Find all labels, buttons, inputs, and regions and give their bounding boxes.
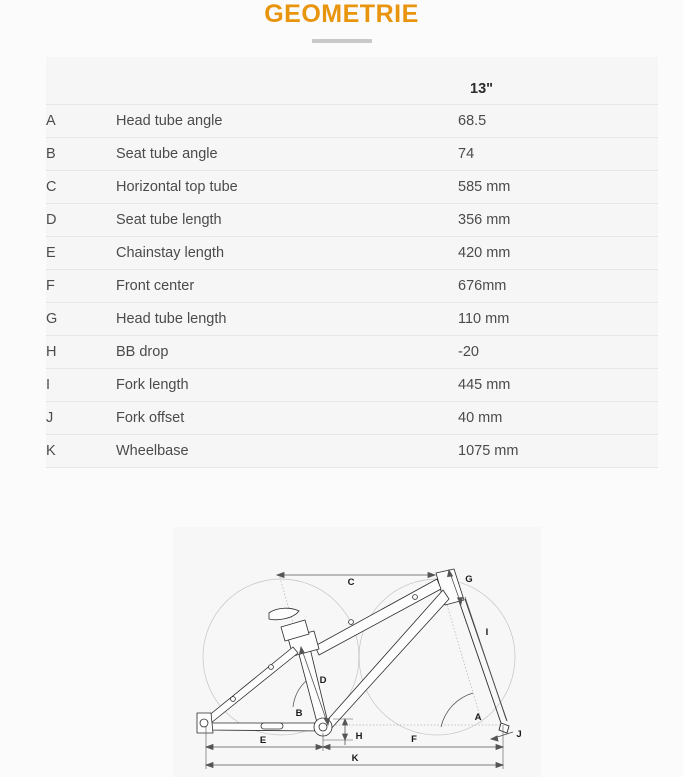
- row-letter: J: [46, 410, 54, 426]
- table-row: [46, 369, 658, 402]
- table-row: [46, 303, 658, 336]
- row-letter: G: [46, 311, 58, 327]
- column-header-size: 13": [470, 81, 494, 97]
- row-description: Chainstay length: [116, 245, 225, 261]
- row-letter: A: [46, 113, 56, 129]
- table-row: [46, 402, 658, 435]
- dim-label-f: F: [411, 734, 417, 745]
- row-letter: B: [46, 146, 56, 162]
- row-value: 74: [458, 146, 475, 162]
- table-header-row: [46, 57, 658, 105]
- geometry-table-card: [46, 57, 658, 468]
- row-value: 40 mm: [458, 410, 503, 426]
- dim-label-j: J: [516, 729, 522, 740]
- saddle: [269, 608, 299, 620]
- row-description: Fork offset: [116, 410, 185, 426]
- dim-label-d: D: [319, 675, 327, 686]
- row-letter: D: [46, 212, 57, 228]
- row-value: 445 mm: [458, 377, 511, 393]
- dim-label-a: A: [474, 712, 482, 723]
- row-letter: F: [46, 278, 55, 294]
- row-value: 1075 mm: [458, 443, 519, 459]
- row-value: 356 mm: [458, 212, 511, 228]
- title-divider: [312, 39, 372, 43]
- dim-label-g: G: [465, 574, 473, 585]
- geometry-table: [46, 57, 658, 468]
- dim-label-i: I: [485, 627, 489, 638]
- wheel-arcs: [203, 579, 515, 735]
- table-row: [46, 435, 658, 468]
- row-description: Wheelbase: [116, 443, 189, 459]
- table-row: [46, 105, 658, 138]
- dim-label-k: K: [351, 753, 359, 764]
- table-row: [46, 237, 658, 270]
- table-header: [46, 57, 658, 105]
- table-row: [46, 138, 658, 171]
- row-letter: K: [46, 443, 56, 459]
- table-body: [46, 105, 658, 468]
- table-row: [46, 270, 658, 303]
- row-letter: C: [46, 179, 57, 195]
- fork: [459, 599, 509, 733]
- row-description: Horizontal top tube: [116, 179, 238, 195]
- row-description: Head tube length: [116, 311, 227, 327]
- dim-label-b: B: [295, 708, 303, 719]
- table-row: [46, 336, 658, 369]
- row-letter: E: [46, 245, 56, 261]
- frame-tubes: [197, 569, 464, 736]
- row-value: 68.5: [458, 113, 487, 129]
- dim-label-c: C: [347, 577, 355, 588]
- page-title: GEOMETRIE: [264, 0, 419, 28]
- row-description: Seat tube angle: [116, 146, 218, 162]
- dim-label-h: H: [355, 731, 363, 742]
- title-divider-wrap: [0, 39, 683, 43]
- dim-label-e: E: [259, 735, 267, 746]
- row-value: 676mm: [458, 278, 507, 294]
- row-description: Front center: [116, 278, 195, 294]
- row-description: Seat tube length: [116, 212, 222, 228]
- row-value: 585 mm: [458, 179, 511, 195]
- row-letter: I: [46, 377, 51, 393]
- column-header-description: [116, 57, 458, 105]
- row-letter: H: [46, 344, 57, 360]
- row-value: 420 mm: [458, 245, 511, 261]
- geometry-diagram: [173, 527, 541, 777]
- row-description: Head tube angle: [116, 113, 223, 129]
- row-description: BB drop: [116, 344, 169, 360]
- column-header-letter: [46, 57, 116, 105]
- row-value: 110 mm: [458, 311, 510, 327]
- frame-drawing-svg: [173, 527, 541, 777]
- table-row: [46, 204, 658, 237]
- row-description: Fork length: [116, 377, 189, 393]
- table-row: [46, 171, 658, 204]
- row-value: -20: [458, 344, 479, 360]
